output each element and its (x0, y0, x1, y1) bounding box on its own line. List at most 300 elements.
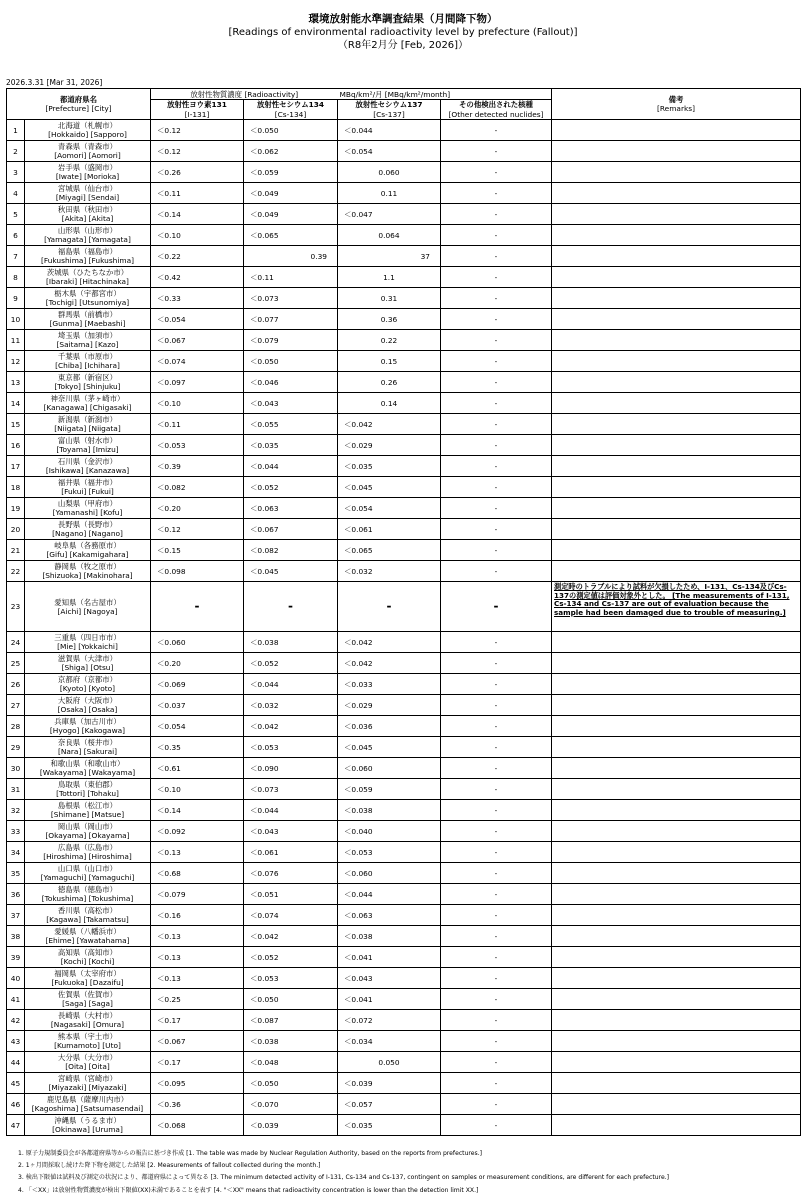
cs137-value: 0.36 (338, 309, 441, 330)
prefecture-cell (25, 653, 151, 674)
cs137-value: ＜0.041 (338, 947, 441, 968)
cs134-value: ＜0.044 (244, 800, 338, 821)
row-number: 46 (7, 1094, 25, 1115)
prefecture-name-jp: 長野県（長野市） (57, 520, 118, 529)
prefecture-name-jp: 千葉県（市原市） (57, 352, 118, 361)
remarks-cell (552, 288, 801, 309)
table-row (7, 758, 801, 779)
remarks-header: 備考 [Remarks] (552, 89, 801, 120)
prefecture-cell (25, 561, 151, 582)
remarks-cell (552, 1115, 801, 1136)
row-number: 12 (7, 351, 25, 372)
prefecture-name-jp: 広島県（広島市） (57, 843, 118, 852)
table-row (7, 674, 801, 695)
i131-value: ＜0.11 (151, 183, 244, 204)
remarks-cell (552, 905, 801, 926)
prefecture-cell (25, 519, 151, 540)
remarks-cell (552, 225, 801, 246)
remarks-cell (552, 1073, 801, 1094)
prefecture-name-en: [Gunma] [Maebashi] (49, 319, 126, 328)
table-row (7, 695, 801, 716)
prefecture-name-en: [Iwate] [Morioka] (55, 172, 120, 181)
prefecture-cell (25, 737, 151, 758)
prefecture-cell (25, 989, 151, 1010)
prefecture-name-en: [Okinawa] [Uruma] (52, 1125, 123, 1134)
cs134-value: ＜0.087 (244, 1010, 338, 1031)
prefecture-name-jp: 大阪府（大阪市） (57, 696, 118, 705)
prefecture-name-jp: 大分県（大分市） (57, 1053, 118, 1062)
table-row (7, 1010, 801, 1031)
row-number: 18 (7, 477, 25, 498)
cs134-value: ＜0.052 (244, 477, 338, 498)
other-value: - (441, 737, 552, 758)
prefecture-name-jp: 兵庫県（加古川市） (54, 717, 121, 726)
cs134-value: ＜0.077 (244, 309, 338, 330)
other-value: - (441, 632, 552, 653)
other-value: - (441, 926, 552, 947)
other-value: - (441, 779, 552, 800)
prefecture-name-en: [Miyagi] [Sendai] (55, 193, 120, 202)
table-row (7, 1052, 801, 1073)
cs134-value: ＜0.074 (244, 905, 338, 926)
remarks-cell (552, 456, 801, 477)
i131-value: ＜0.17 (151, 1052, 244, 1073)
prefecture-name-en: [Oita] [Oita] (65, 1062, 110, 1071)
prefecture-cell (25, 695, 151, 716)
remarks-cell (552, 779, 801, 800)
prefecture-cell (25, 884, 151, 905)
prefecture-name-en: [Ehime] [Yawatahama] (45, 936, 130, 945)
prefecture-name-jp: 福島県（福島市） (57, 247, 118, 256)
i131-value: ＜0.10 (151, 225, 244, 246)
cs134-value: ＜0.063 (244, 498, 338, 519)
other-value: - (441, 456, 552, 477)
cs137-value: ＜0.060 (338, 758, 441, 779)
prefecture-header: 都道府県名 [Prefecture] [City] (7, 89, 151, 120)
prefecture-name-jp: 青森県（青森市） (57, 142, 118, 151)
prefecture-name-en: [Nara] [Sakurai] (57, 747, 118, 756)
remarks-cell (552, 414, 801, 435)
prefecture-cell (25, 1073, 151, 1094)
prefecture-name-jp: 愛知県（名古屋市） (54, 597, 121, 607)
row-number: 40 (7, 968, 25, 989)
cs134-value: ＜0.042 (244, 716, 338, 737)
cs134-value: ＜0.079 (244, 330, 338, 351)
other-value: - (441, 842, 552, 863)
cs134-value: ＜0.073 (244, 779, 338, 800)
other-value: - (441, 141, 552, 162)
cs137-header-en: [Cs-137] (338, 110, 441, 120)
table-row (7, 737, 801, 758)
other-value: - (441, 183, 552, 204)
table-row (7, 372, 801, 393)
table-row (7, 989, 801, 1010)
i131-value: ＜0.33 (151, 288, 244, 309)
cs137-value: ＜0.035 (338, 1115, 441, 1136)
other-value: - (441, 1010, 552, 1031)
row-number: 28 (7, 716, 25, 737)
table-row (7, 351, 801, 372)
i131-value: ＜0.61 (151, 758, 244, 779)
prefecture-name-en: [Ibaraki] [Hitachinaka] (46, 277, 129, 286)
i131-value: ＜0.079 (151, 884, 244, 905)
i131-value: ＜0.15 (151, 540, 244, 561)
cs137-value: ＜0.063 (338, 905, 441, 926)
prefecture-name-en: [Toyama] [Imizu] (56, 445, 119, 454)
table-row (7, 968, 801, 989)
prefecture-name-jp: 高知県（高知市） (57, 948, 118, 957)
cs137-value: 37 (338, 246, 441, 267)
cs134-value: ＜0.055 (244, 414, 338, 435)
row-number: 30 (7, 758, 25, 779)
cs134-value: ＜0.046 (244, 372, 338, 393)
row-number: 45 (7, 1073, 25, 1094)
row-number: 34 (7, 842, 25, 863)
prefecture-name-en: [Tottori] [Tohaku] (56, 789, 119, 798)
prefecture-name-jp: 福岡県（太宰府市） (54, 969, 121, 978)
remarks-cell (552, 695, 801, 716)
remarks-cell (552, 1094, 801, 1115)
prefecture-cell (25, 800, 151, 821)
table-row (7, 1073, 801, 1094)
remarks-cell (552, 309, 801, 330)
prefecture-name-en: [Gifu] [Kakamigahara] (46, 550, 129, 559)
footnote: 4. 「＜XX」は放射性物質濃度が検出下限値(XX)未満であることを表す [4. "＜XX" means that radioactivity concentration is lower than the detection limit XX.] (18, 1186, 479, 1194)
i131-value: ＜0.069 (151, 674, 244, 695)
other-value: - (441, 821, 552, 842)
prefecture-name-en: [Aichi] [Nagoya] (57, 606, 118, 616)
prefecture-name-jp: 香川県（高松市） (57, 906, 118, 915)
cs137-value: ＜0.042 (338, 414, 441, 435)
prefecture-cell (25, 393, 151, 414)
prefecture-cell (25, 456, 151, 477)
row-number: 21 (7, 540, 25, 561)
prefecture-name-jp: 山形県（山形市） (57, 226, 118, 235)
prefecture-name-jp: 滋賀県（大津市） (57, 654, 118, 663)
cs137-value: ＜0.036 (338, 716, 441, 737)
row-number: 14 (7, 393, 25, 414)
prefecture-name-jp: 福井県（福井市） (57, 478, 118, 487)
remarks-cell (552, 246, 801, 267)
cs134-value: ＜0.076 (244, 863, 338, 884)
i131-value: ＜0.68 (151, 863, 244, 884)
prefecture-cell (25, 632, 151, 653)
prefecture-name-jp: 群馬県（前橋市） (57, 310, 118, 319)
cs137-value: ＜0.042 (338, 653, 441, 674)
cs137-value: ＜0.045 (338, 477, 441, 498)
i131-value: ＜0.22 (151, 246, 244, 267)
table-row (7, 246, 801, 267)
table-row (7, 863, 801, 884)
prefecture-name-en: [Saitama] [Kazo] (56, 340, 119, 349)
table-row (7, 947, 801, 968)
prefecture-name-jp: 和歌山県（和歌山市） (50, 759, 125, 768)
remarks-cell (552, 737, 801, 758)
cs137-value: ＜0.033 (338, 674, 441, 695)
row-number: 27 (7, 695, 25, 716)
i131-value: ＜0.26 (151, 162, 244, 183)
i131-value: ＜0.054 (151, 716, 244, 737)
prefecture-name-jp: 山口県（山口市） (57, 864, 118, 873)
prefecture-cell (25, 1031, 151, 1052)
table-row (7, 267, 801, 288)
i131-value: ＜0.060 (151, 632, 244, 653)
i131-value: ＜0.082 (151, 477, 244, 498)
remarks-cell (552, 204, 801, 225)
prefecture-name-jp: 秋田県（秋田市） (57, 205, 118, 214)
prefecture-name-jp: 宮崎県（宮崎市） (57, 1074, 118, 1083)
prefecture-name-jp: 富山県（射水市） (57, 436, 118, 445)
cs134-value: ＜0.065 (244, 225, 338, 246)
prefecture-cell (25, 141, 151, 162)
cs134-value: - (244, 582, 338, 632)
i131-value: ＜0.054 (151, 309, 244, 330)
cs134-value: ＜0.044 (244, 456, 338, 477)
remarks-cell (552, 141, 801, 162)
cs137-value: ＜0.061 (338, 519, 441, 540)
remarks-cell (552, 183, 801, 204)
table-row (7, 225, 801, 246)
other-value: - (441, 884, 552, 905)
table-body (7, 120, 801, 1136)
cs134-value: ＜0.082 (244, 540, 338, 561)
prefecture-cell (25, 477, 151, 498)
other-value: - (441, 120, 552, 141)
i131-value: ＜0.10 (151, 393, 244, 414)
prefecture-name-jp: 栃木県（宇都宮市） (54, 289, 121, 298)
row-number: 29 (7, 737, 25, 758)
table-row (7, 477, 801, 498)
prefecture-name-en: [Hokkaido] [Sapporo] (48, 130, 127, 139)
other-value: - (441, 653, 552, 674)
cs137-value: 0.11 (338, 183, 441, 204)
other-value: - (441, 1094, 552, 1115)
row-number: 36 (7, 884, 25, 905)
i131-value: ＜0.13 (151, 926, 244, 947)
prefecture-name-en: [Mie] [Yokkaichi] (57, 642, 118, 651)
remarks-cell (552, 435, 801, 456)
prefecture-cell (25, 716, 151, 737)
cs134-value: ＜0.059 (244, 162, 338, 183)
remarks-cell (552, 120, 801, 141)
table-row (7, 653, 801, 674)
row-number: 5 (7, 204, 25, 225)
footnote: 1. 原子力規制委員会が各都道府県等からの報告に基づき作成 [1. The table was made by Nuclear Regulation Authority, based on the reports from prefectures.] (18, 1150, 483, 1157)
cs137-value: ＜0.059 (338, 779, 441, 800)
other-value: - (441, 246, 552, 267)
remarks-cell (552, 674, 801, 695)
cs134-header-en: [Cs-134] (244, 110, 338, 120)
row-number: 41 (7, 989, 25, 1010)
prefecture-cell (25, 1010, 151, 1031)
prefecture-cell (25, 842, 151, 863)
other-value: - (441, 989, 552, 1010)
report-title: 環境放射能水準調査結果（月間降下物） (308, 13, 498, 25)
cs134-value: ＜0.048 (244, 1052, 338, 1073)
other-value: - (441, 435, 552, 456)
remarks-cell (552, 498, 801, 519)
prefecture-name-en: [Niigata] [Niigata] (54, 424, 121, 433)
prefecture-name-en: [Osaka] [Osaka] (57, 705, 118, 714)
cs134-value: ＜0.043 (244, 393, 338, 414)
prefecture-cell (25, 204, 151, 225)
table-row (7, 456, 801, 477)
i131-value: ＜0.037 (151, 695, 244, 716)
prefecture-name-jp: 長崎県（大村市） (57, 1011, 118, 1020)
row-number: 15 (7, 414, 25, 435)
remarks-cell (552, 947, 801, 968)
i131-value: ＜0.098 (151, 561, 244, 582)
prefecture-name-jp: 北海道（札幌市） (57, 121, 118, 130)
prefecture-name-jp: 京都府（京都市） (57, 675, 118, 684)
prefecture-name-en: [Fukuoka] [Dazaifu] (51, 978, 124, 987)
row-number: 25 (7, 653, 25, 674)
cs134-value: ＜0.043 (244, 821, 338, 842)
remarks-cell (552, 884, 801, 905)
remarks-cell (552, 267, 801, 288)
prefecture-name-en: [Akita] [Akita] (61, 214, 114, 223)
row-number: 19 (7, 498, 25, 519)
i131-value: ＜0.20 (151, 498, 244, 519)
row-number: 23 (7, 582, 25, 632)
other-header-en: [Other detected nuclides] (441, 110, 552, 120)
prefecture-name-jp: 石川県（金沢市） (57, 457, 118, 466)
report-period: （R8年2月分 [Feb, 2026]） (337, 40, 469, 51)
other-value: - (441, 582, 552, 632)
cs137-value: ＜0.041 (338, 989, 441, 1010)
row-number: 33 (7, 821, 25, 842)
cs137-value: 0.31 (338, 288, 441, 309)
i131-value: ＜0.12 (151, 141, 244, 162)
row-number: 7 (7, 246, 25, 267)
cs134-value: ＜0.050 (244, 351, 338, 372)
cs134-header: 放射性セシウム134 (244, 100, 338, 110)
other-value: - (441, 414, 552, 435)
table-row (7, 330, 801, 351)
cs137-value: ＜0.053 (338, 842, 441, 863)
prefecture-cell (25, 758, 151, 779)
row-number: 35 (7, 863, 25, 884)
cs137-value: ＜0.044 (338, 884, 441, 905)
cs137-value: 0.14 (338, 393, 441, 414)
prefecture-name-en: [Okayama] [Okayama] (45, 831, 130, 840)
prefecture-cell (25, 540, 151, 561)
cs137-value: ＜0.043 (338, 968, 441, 989)
i131-value: ＜0.053 (151, 435, 244, 456)
prefecture-cell (25, 1052, 151, 1073)
table-row (7, 435, 801, 456)
prefecture-cell (25, 1115, 151, 1136)
other-header: その他検出された核種 (441, 100, 552, 110)
other-value: - (441, 716, 552, 737)
other-value: - (441, 758, 552, 779)
other-value: - (441, 477, 552, 498)
remarks-cell (552, 477, 801, 498)
i131-value: ＜0.097 (151, 372, 244, 393)
table-row (7, 414, 801, 435)
i131-value: ＜0.067 (151, 330, 244, 351)
cs134-value: ＜0.045 (244, 561, 338, 582)
row-number: 9 (7, 288, 25, 309)
other-value: - (441, 393, 552, 414)
prefecture-name-en: [Kumamoto] [Uto] (54, 1041, 121, 1050)
cs134-value: ＜0.035 (244, 435, 338, 456)
prefecture-cell (25, 246, 151, 267)
cs134-value: ＜0.070 (244, 1094, 338, 1115)
i131-value: ＜0.42 (151, 267, 244, 288)
other-value: - (441, 674, 552, 695)
prefecture-name-jp: 奈良県（桜井市） (57, 738, 118, 747)
i131-value: ＜0.13 (151, 842, 244, 863)
remarks-cell (552, 653, 801, 674)
cs134-value: ＜0.050 (244, 989, 338, 1010)
row-number: 44 (7, 1052, 25, 1073)
unit-header: MBq/km²/月 [MBq/km²/month] (338, 89, 552, 100)
remarks-cell (552, 716, 801, 737)
prefecture-name-en: [Fukui] [Fukui] (61, 487, 114, 496)
other-value: - (441, 947, 552, 968)
prefecture-cell (25, 926, 151, 947)
remarks-cell: 測定時のトラブルにより試料が欠損したため、I-131、Cs-134及びCs-137の測定値は評価対象外とした。 [The measurements of I-131, Cs-134 and Cs-137 are out of evaluation because the sample had been damaged due to trouble of measuring.] (552, 582, 801, 632)
report-title-en: [Readings of environmental radioactivity level by prefecture (Fallout)] (228, 27, 578, 38)
other-value: - (441, 267, 552, 288)
prefecture-name-jp: 三重県（四日市市） (54, 633, 121, 642)
i131-value: ＜0.14 (151, 204, 244, 225)
prefecture-name-en: [Kyoto] [Kyoto] (59, 684, 116, 693)
cs134-value: ＜0.032 (244, 695, 338, 716)
prefecture-name-en: [Shizuoka] [Makinohara] (42, 571, 133, 580)
footnote: 3. 検出下限値は試料及び測定の状況により、都道府県によって異なる [3. The minimum detected activity of I-131, Cs-134 and Cs-137, contingent on samples or measurement conditions, are different for each prefecture.] (18, 1174, 670, 1182)
prefecture-cell (25, 863, 151, 884)
cs134-value: ＜0.062 (244, 141, 338, 162)
cs134-value: ＜0.052 (244, 653, 338, 674)
prefecture-name-jp: 岐阜県（各務原市） (54, 541, 121, 550)
cs134-value: ＜0.051 (244, 884, 338, 905)
i131-value: ＜0.12 (151, 519, 244, 540)
cs137-value: ＜0.040 (338, 821, 441, 842)
prefecture-name-jp: 熊本県（宇土市） (57, 1032, 118, 1041)
other-value: - (441, 162, 552, 183)
prefecture-name-en: [Wakayama] [Wakayama] (39, 768, 136, 777)
prefecture-cell (25, 183, 151, 204)
prefecture-name-jp: 愛媛県（八幡浜市） (54, 927, 121, 936)
table-row (7, 120, 801, 141)
cs134-value: ＜0.038 (244, 632, 338, 653)
other-value: - (441, 519, 552, 540)
prefecture-cell (25, 674, 151, 695)
remarks-cell (552, 330, 801, 351)
i131-value: - (151, 582, 244, 632)
prefecture-name-en: [Nagano] [Nagano] (52, 529, 123, 538)
cs137-value: ＜0.045 (338, 737, 441, 758)
other-value: - (441, 1115, 552, 1136)
cs134-value: ＜0.052 (244, 947, 338, 968)
table-row (7, 393, 801, 414)
row-number: 24 (7, 632, 25, 653)
other-value: - (441, 800, 552, 821)
i131-value: ＜0.39 (151, 456, 244, 477)
row-number: 4 (7, 183, 25, 204)
remarks-cell (552, 393, 801, 414)
cs134-value: ＜0.053 (244, 968, 338, 989)
footnote: 2. 1ヶ月間採取し続けた降下物を測定した結果 [2. Measurements of fallout collected during the month.] (18, 1162, 321, 1170)
remarks-cell (552, 989, 801, 1010)
cs137-value: 0.22 (338, 330, 441, 351)
prefecture-name-jp: 沖縄県（うるま市） (54, 1116, 121, 1125)
other-value: - (441, 1052, 552, 1073)
prefecture-cell (25, 288, 151, 309)
cs134-value: ＜0.039 (244, 1115, 338, 1136)
